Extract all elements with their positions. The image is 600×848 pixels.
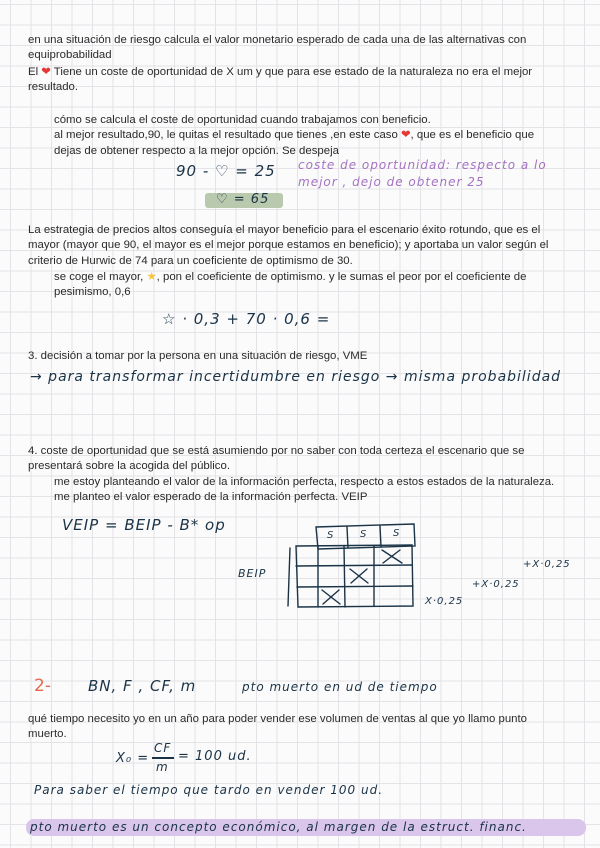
text-line: presentará sobre la acogida del público. <box>28 460 231 472</box>
text-fragment: se coge el mayor, <box>54 271 147 283</box>
text-fragment: al mejor resultado,90, le quitas el resultado que tienes ,en este caso <box>54 129 401 141</box>
handwritten-note: Para saber el tiempo que tardo en vender 100 ud. <box>34 783 384 797</box>
text-line: muerto. <box>28 728 67 740</box>
fraction-numerator: CF <box>154 741 172 755</box>
text-line: 4. coste de oportunidad que se está asumiendo por no saber con toda certeza el escenario que se <box>28 445 525 457</box>
text-line: equiprobabilidad <box>28 49 112 61</box>
handwritten-equation: ☆ · 0,3 + 70 · 0,6 = <box>162 310 331 328</box>
heart-icon: ❤ <box>401 129 411 141</box>
text-line: La estrategia de precios altos conseguía el mayor beneficio para el escenario éxito rotundo, que es el <box>28 224 541 236</box>
text-line: me estoy planteando el valor de la información perfecta, respecto a estos estados de la naturaleza. <box>54 476 555 488</box>
text-line: en una situación de riesgo calcula el valor monetario esperado de cada una de las alternativas con <box>28 34 527 46</box>
text-fragment: Tiene un coste de oportunidad de X um y que para ese estado de la naturaleza no era el mejor <box>50 66 533 78</box>
handwritten-label: BEIP <box>238 567 267 580</box>
handwritten-equation: 90 - ♡ = 25 <box>176 162 276 180</box>
handwritten-note: +X·0,25 <box>472 579 520 590</box>
text-fragment: , pon el coeficiente de optimismo. y le sumas el peor por el coeficiente de <box>156 271 527 283</box>
text-line: criterio de Hurwic de 74 para un coeficiente de optimismo de 30. <box>28 255 353 267</box>
handwritten-equation: X₀ = <box>116 751 150 766</box>
text-fragment: El <box>28 66 42 78</box>
heart-icon: ❤ <box>41 66 51 78</box>
text-line: pesimismo, 0,6 <box>54 286 131 298</box>
star-icon: ★ <box>146 271 157 283</box>
text-line: dejas de obtener respecto a la mejor opción. Se despeja <box>54 145 339 157</box>
fraction-denominator: m <box>156 760 169 774</box>
column-header: S <box>393 528 401 539</box>
handwritten-heading: pto muerto en ud de tiempo <box>242 680 438 694</box>
column-header: S <box>360 529 368 540</box>
column-header: S <box>327 530 335 541</box>
handwritten-note: X·0,25 <box>425 596 464 607</box>
handwritten-equation: VEIP = BEIP - B* op <box>62 516 226 534</box>
handwritten-highlight-note: pto muerto es un concepto económico, al margen de la estruct. financ. <box>30 820 527 834</box>
handwritten-note: → para transformar incertidumbre en riesgo → misma probabilidad <box>30 369 562 385</box>
text-line: 3. decisión a tomar por la persona en una situación de riesgo, VME <box>28 350 368 362</box>
handwritten-note: coste de oportunidad: respecto a lo <box>298 158 547 172</box>
text-line: cómo se calcula el coste de oportunidad cuando trabajamos con beneficio. <box>54 114 431 126</box>
text-fragment: , que es el beneficio que <box>410 129 535 141</box>
text-line: me planteo el valor esperado de la información perfecta. VEIP <box>54 491 368 503</box>
text-line: qué tiempo necesito yo en un año para poder vender ese volumen de ventas al que yo llamo punto <box>28 713 527 725</box>
handwritten-note: mejor , dejo de obtener 25 <box>298 175 485 189</box>
handwritten-note: +X·0,25 <box>523 559 571 570</box>
handwritten-result: ♡ = 65 <box>216 192 270 207</box>
text-line: mayor (mayor que 90, el mayor es el mejor porque estamos en beneficio); y aportaba un valor según el <box>28 239 549 251</box>
text-line: resultado. <box>28 81 79 93</box>
handwritten-result: = 100 ud. <box>178 749 252 764</box>
section-number: 2- <box>34 676 51 696</box>
handwritten-heading: BN, F , CF, m <box>88 677 197 695</box>
fraction-bar <box>152 757 174 759</box>
